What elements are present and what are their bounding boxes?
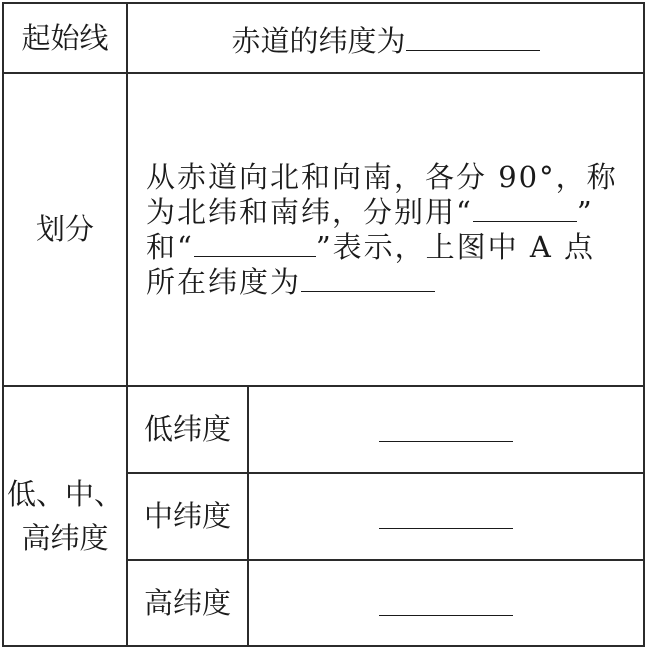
divide-line-2-quote: ” [576,194,594,229]
latitude-table [2,2,645,647]
zones-label-line-1: 低、中、 [6,477,123,511]
low-latitude-blank[interactable] [379,412,513,442]
low-latitude-label: 低纬度 [127,386,248,473]
row-low-latitude [3,386,644,473]
start-line-text: 赤道的纬度为 [231,23,406,58]
start-line-cell [127,3,644,73]
divide-line-1: 从赤道向北和向南，各分 90°，称 [146,159,618,194]
north-symbol-blank[interactable] [473,192,577,222]
zones-label [3,386,127,646]
divide-line-4 [146,262,629,297]
mid-latitude-label: 中纬度 [127,473,248,560]
mid-latitude-blank[interactable] [379,499,513,529]
divide-line-4-text: 所在纬度为 [146,264,302,299]
high-latitude-blank[interactable] [379,586,513,616]
start-line-label: 起始线 [3,3,127,73]
divide-label: 划分 [3,73,127,386]
high-latitude-answer-cell [248,560,644,646]
zones-label-line-2: 高纬度 [21,521,109,555]
point-a-latitude-blank[interactable] [301,262,435,292]
divide-line-3-tail: ”表示，上图中 A 点 [315,229,596,264]
equator-latitude-blank[interactable] [406,21,540,51]
high-latitude-label: 高纬度 [127,560,248,646]
divide-line-3-text: 和“ [146,229,194,264]
divide-line-2-text: 为北纬和南纬，分别用“ [146,194,473,229]
low-latitude-answer-cell [248,386,644,473]
row-divide [3,73,644,386]
divide-line-3 [146,227,629,262]
south-symbol-blank[interactable] [194,227,316,257]
mid-latitude-answer-cell [248,473,644,560]
divide-line-2 [146,192,629,227]
row-start-line [3,3,644,73]
divide-text-cell [127,73,644,386]
